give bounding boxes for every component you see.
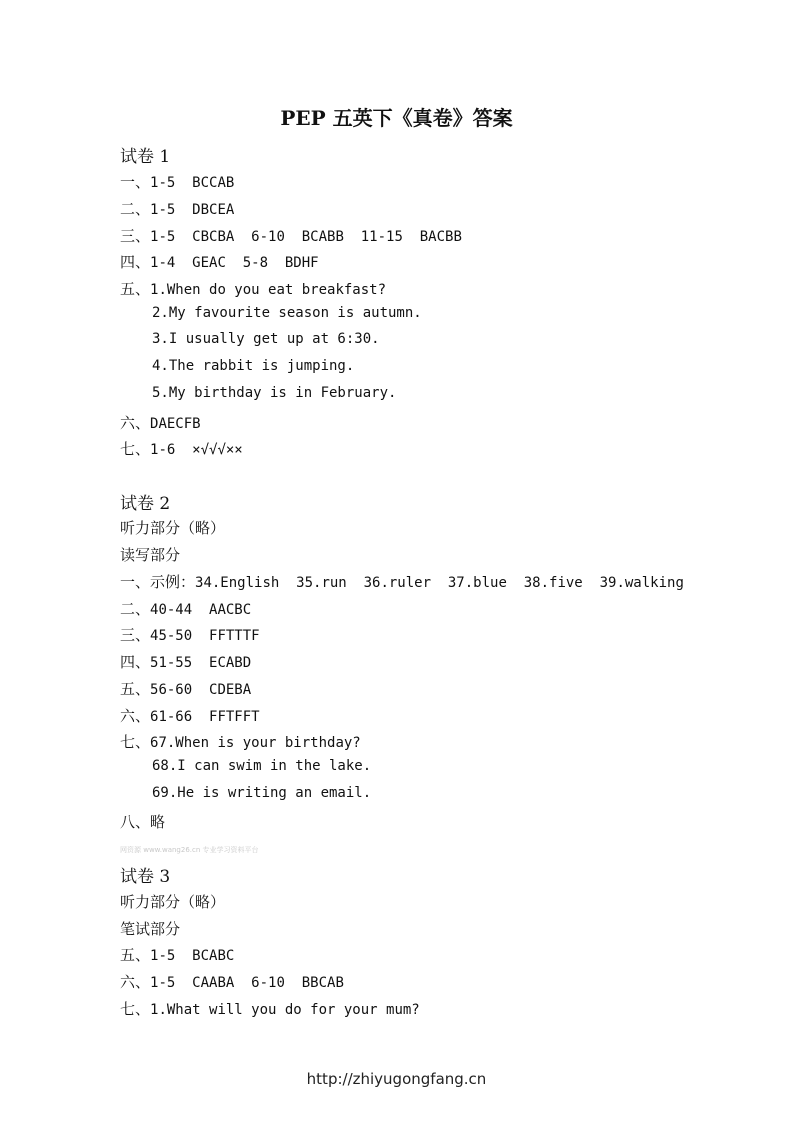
answer-line (120, 811, 165, 832)
answer-prefix: 四、 (120, 253, 151, 271)
answer-line (120, 198, 234, 219)
answer-text: 61-66 FFTFFT (150, 709, 260, 725)
answer-line (120, 412, 201, 433)
answer-line (120, 278, 386, 299)
answer-line (120, 705, 260, 726)
answer-prefix: 六、 (120, 707, 151, 725)
answer-text: 34.English 35.run 36.ruler 37.blue 38.five 39.walking (195, 575, 684, 591)
answer-prefix: 一、示例： (120, 573, 196, 591)
answer-line (120, 251, 319, 272)
answer-prefix: 一、 (120, 173, 151, 191)
answer-line (120, 171, 234, 192)
answer-text: 40-44 AACBC (150, 602, 252, 618)
answer-prefix: 五、 (120, 680, 151, 698)
answer-text: 56-60 CDEBA (150, 682, 252, 698)
answer-line (120, 571, 684, 592)
answer-line (152, 385, 396, 401)
answer-line (120, 624, 260, 645)
answer-prefix: 三、 (120, 227, 151, 245)
answer-line (120, 731, 361, 752)
answer-prefix: 八、 (120, 813, 151, 831)
answer-text: 1-4 GEAC 5-8 BDHF (150, 255, 319, 271)
answer-line (120, 598, 251, 619)
answer-text: 1-6 ×√√√×× (150, 442, 243, 458)
answer-line (120, 438, 243, 459)
written-section-label: 笔试部分 (120, 920, 181, 938)
answer-text: 1-5 BCCAB (150, 175, 235, 191)
answer-prefix: 五、 (120, 946, 151, 964)
answer-line (120, 998, 420, 1019)
watermark-text: 网资源 www.wang26.cn 专业学习资料平台 (120, 846, 259, 854)
answer-prefix: 二、 (120, 600, 151, 618)
answer-line (120, 944, 234, 965)
answer-prefix: 七、 (120, 1000, 151, 1018)
listening-section-label: 听力部分（略） (120, 519, 226, 537)
answer-text: 4.The rabbit is jumping. (152, 358, 355, 374)
answer-line (152, 305, 422, 321)
paper-1-heading: 试卷 1 (120, 147, 171, 167)
answer-prefix: 七、 (120, 440, 151, 458)
answer-text: 5.My birthday is in February. (152, 385, 397, 401)
answer-line (120, 225, 462, 246)
answer-text: 1-5 BCABC (150, 948, 235, 964)
footer-url[interactable]: http://zhiyugongfang.cn (306, 1070, 487, 1088)
answer-text: 1-5 CAABA 6-10 BBCAB (150, 975, 344, 991)
answer-text: 1.When do you eat breakfast? (150, 282, 387, 298)
answer-prefix: 六、 (120, 414, 151, 432)
answer-text: 略 (150, 813, 166, 831)
answer-text: 67.When is your birthday? (150, 735, 361, 751)
answer-text: 45-50 FFTTTF (150, 628, 260, 644)
answer-line (120, 971, 344, 992)
answer-prefix: 七、 (120, 733, 151, 751)
answer-prefix: 六、 (120, 973, 151, 991)
answer-text: 1-5 CBCBA 6-10 BCABB 11-15 BACBB (150, 229, 462, 245)
answer-line (152, 358, 354, 374)
answer-line (152, 758, 371, 774)
page-title: PEP 五英下《真卷》答案 (280, 106, 513, 130)
answer-text: 2.My favourite season is autumn. (152, 305, 422, 321)
answer-text: 68.I can swim in the lake. (152, 758, 372, 774)
answer-prefix: 二、 (120, 200, 151, 218)
answer-line (152, 331, 380, 347)
answer-line (120, 651, 251, 672)
answer-line (120, 678, 251, 699)
answer-text: 3.I usually get up at 6:30. (152, 331, 380, 347)
answer-line (152, 785, 371, 801)
paper-3-heading: 试卷 3 (120, 867, 171, 887)
answer-prefix: 五、 (120, 280, 151, 298)
answer-text: DAECFB (150, 416, 201, 432)
answer-text: 51-55 ECABD (150, 655, 252, 671)
reading-writing-section-label: 读写部分 (120, 546, 181, 564)
answer-prefix: 四、 (120, 653, 151, 671)
answer-text: 1.What will you do for your mum? (150, 1002, 420, 1018)
answer-text: 69.He is writing an email. (152, 785, 372, 801)
answer-prefix: 三、 (120, 626, 151, 644)
listening-section-label: 听力部分（略） (120, 893, 226, 911)
paper-2-heading: 试卷 2 (120, 494, 171, 514)
answer-text: 1-5 DBCEA (150, 202, 235, 218)
